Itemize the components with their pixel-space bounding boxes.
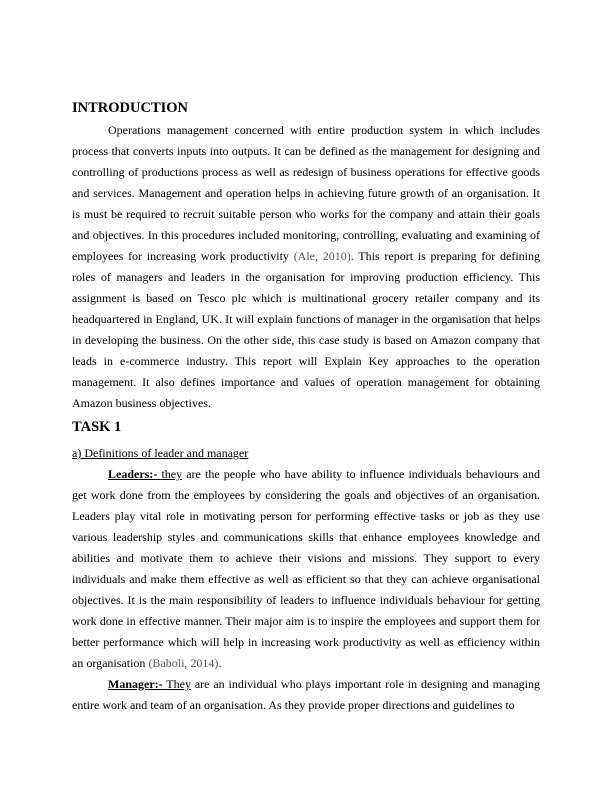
manager-paragraph xyxy=(72,674,540,716)
leaders-text-part1: are the people who have ability to influence individuals behaviours and get work done from the employees by considering the goals and objectives of an organisation. Leaders play vital role in motivating person for performing effective tasks or job as they use various leadership styles and communications skills that enhance employees knowledge and abilities and motivate them to achieve their visions and missions. They support to every individuals and make them effective as well as efficient so that they can achieve organisational objectives. It is the main responsibility of leaders to influence individuals behaviour for getting work done in effective manner. Their major aim is to inspire the employees and support them for better performance which will help in increasing work productivity as well as efficiency within an organisation xyxy=(72,467,540,670)
leaders-text-part2: . xyxy=(218,656,222,670)
manager-text: are an individual who plays important role in designing and managing entire work and team of an organisation. As they provide proper directions and guidelines to xyxy=(72,677,540,712)
manager-term: Manager:- xyxy=(108,677,163,691)
introduction-paragraph xyxy=(72,120,540,414)
leaders-lead-text: they xyxy=(157,467,183,481)
task1-heading: TASK 1 xyxy=(72,419,122,435)
leaders-paragraph xyxy=(72,464,540,674)
task1-subheading: a) Definitions of leader and manager xyxy=(72,446,249,460)
document-page xyxy=(72,98,540,716)
introduction-text-part1: Operations management concerned with entire production system in which includes process that converts inputs into outputs. It can be defined as the management for designing and controlling of productions process as well as redesign of business operations for effective goods and services. Management and operation helps in achieving future growth of an organisation. It is must be required to recruit suitable person who works for the company and attain their goals and objectives. In this procedures included monitoring, controlling, evaluating and examining of employees for increasing work productivity xyxy=(72,123,540,263)
leaders-term: Leaders:- xyxy=(108,467,158,481)
leaders-citation: (Baboli, 2014) xyxy=(148,656,219,670)
introduction-citation: (Ale, 2010) xyxy=(293,249,351,263)
introduction-heading: INTRODUCTION xyxy=(72,100,189,116)
introduction-text-part2: . This report is preparing for defining roles of managers and leaders in the organisation for improving production efficiency. This assignment is based on Tesco plc which is multinational grocery retailer company and its headquartered in England, UK. It will explain functions of manager in the organisation that helps in developing the business. On the other side, this case study is based on Amazon company that leads in e-commerce industry. This report will Explain Key approaches to the operation management. It also defines importance and values of operation management for obtaining Amazon business objectives. xyxy=(72,249,540,410)
manager-lead-text: They xyxy=(162,677,191,691)
